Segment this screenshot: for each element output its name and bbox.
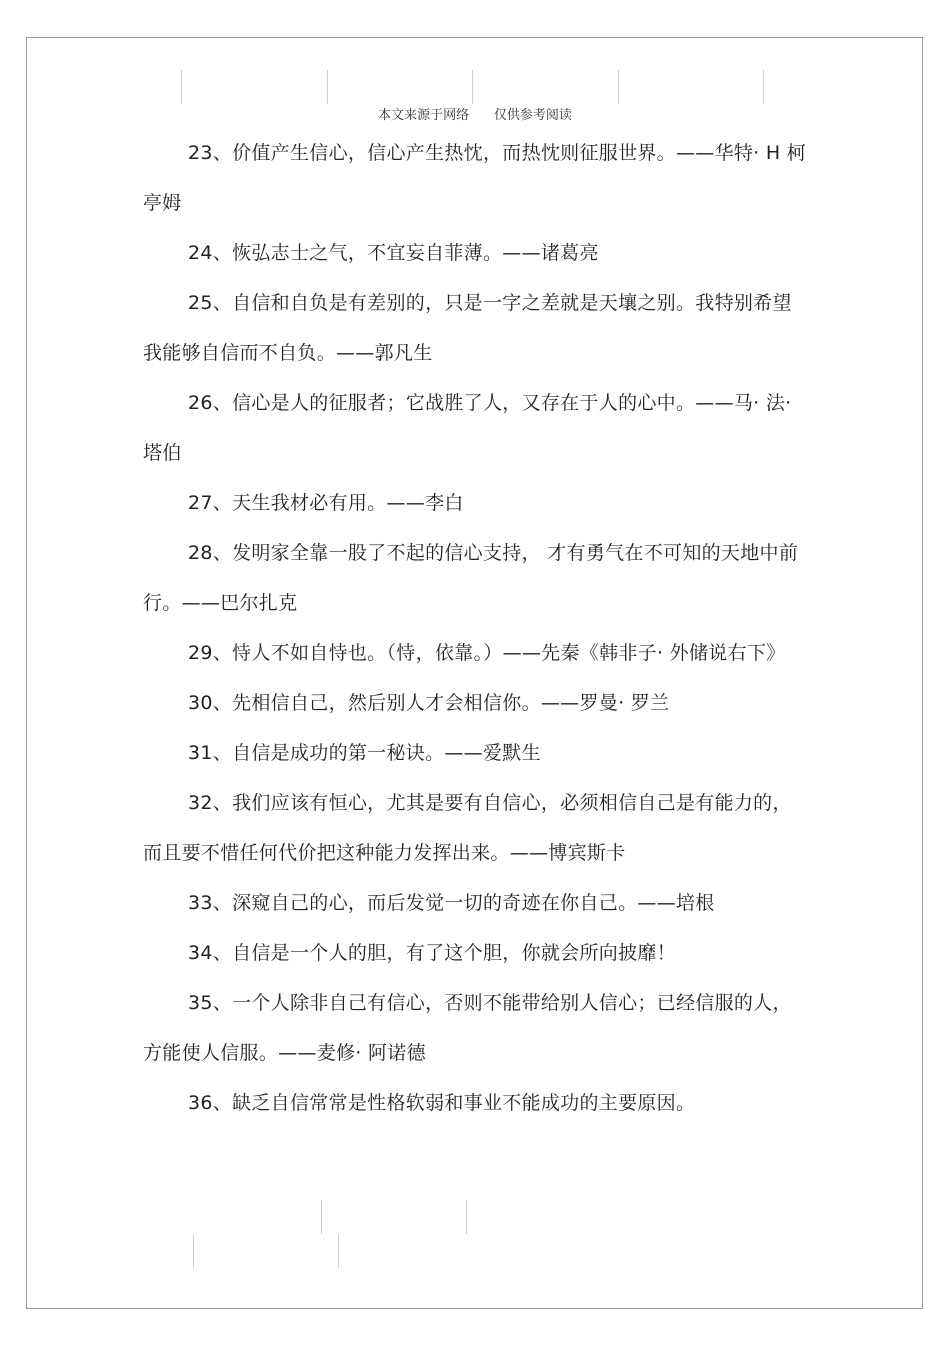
quote-item-31: 31、自信是成功的第一秘诀。——爱默生 [188,742,541,764]
quote-item-30: 30、先相信自己，然后别人才会相信你。——罗曼· 罗兰 [188,692,670,714]
quote-item-23: 23、价值产生信心，信心产生热忱，而热忱则征服世界。——华特· H 柯亭姆 [143,142,807,214]
bottom-rule-mark-4 [338,1234,339,1268]
quote-item-34: 34、自信是一个人的胆，有了这个胆，你就会所向披靡！ [188,942,676,964]
top-rule-mark-3 [472,70,473,104]
top-rule-mark-4 [618,70,619,104]
quote-item-33: 33、深窥自己的心，而后发觉一切的奇迹在你自己。——培根 [188,892,715,914]
top-rule-mark-5 [763,70,764,104]
top-rule-mark-2 [327,70,328,104]
quote-item-32: 32、我们应该有恒心，尤其是要有自信心，必须相信自己是有能力的，而且要不惜任何代价把这种能力发挥出来。——博宾斯卡 [143,792,792,864]
quote-item-29: 29、恃人不如自恃也。（恃，依靠。）——先秦《韩非子· 外储说右下》 [188,642,786,664]
quote-item-35: 35、一个人除非自己有信心，否则不能带给别人信心；已经信服的人，方能使人信服。——麦修· 阿诺德 [143,992,792,1064]
quote-item-36: 36、缺乏自信常常是性格软弱和事业不能成功的主要原因。 [188,1092,696,1114]
bottom-rule-mark-2 [466,1200,467,1234]
quote-item-28: 28、发明家全靠一股了不起的信心支持， 才有勇气在不可知的天地中前行。——巴尔扎克 [143,542,799,614]
quote-item-27: 27、天生我材必有用。——李白 [188,492,464,514]
quote-item-26: 26、信心是人的征服者；它战胜了人，又存在于人的心中。——马· 法· 塔伯 [143,392,792,464]
quote-item-25: 25、自信和自负是有差别的，只是一字之差就是天壤之别。我特别希望我能够自信而不自负。——郭凡生 [143,292,792,364]
top-rule-mark-1 [181,70,182,104]
quote-list [143,128,808,1128]
bottom-rule-mark-1 [321,1200,322,1234]
quote-item-24: 24、恢弘志士之气，不宜妄自菲薄。——诸葛亮 [188,242,599,264]
bottom-rule-mark-3 [193,1234,194,1268]
header-source-note: 本文来源于网络 仅供参考阅读 [378,108,572,123]
